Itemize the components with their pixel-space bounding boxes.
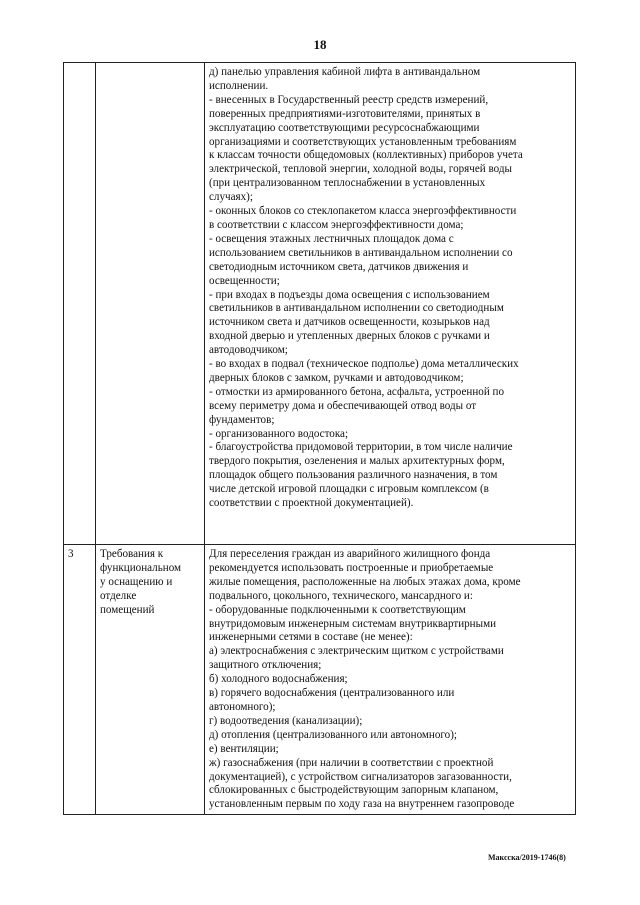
- text-line: е) вентиляции;: [209, 742, 279, 755]
- document-code: Максска/2019-1746(8): [488, 853, 566, 862]
- text-line: автодоводчиком;: [209, 344, 288, 357]
- table-row: [64, 63, 576, 545]
- requirement-text-cell: [205, 63, 576, 545]
- text-line: документацией), с устройством сигнализаторов загазованности,: [209, 770, 512, 783]
- name-line: Требования к: [100, 548, 164, 560]
- text-line: светильников в антивандальном исполнении со светодиодным: [209, 302, 504, 315]
- text-line: - при входах в подъезды дома освещения с использованием: [209, 288, 490, 301]
- text-line: поверенных предприятиями-изготовителями, принятых в: [209, 107, 481, 120]
- text-line: соответствии с проектной документацией).: [209, 497, 414, 510]
- row-number-cell: [64, 63, 96, 545]
- text-line: к классам точности общедомовых (коллективных) приборов учета: [209, 149, 523, 162]
- text-line: всему периметру дома и обеспечивающей отвод воды от: [209, 399, 477, 412]
- text-line: источником света и датчиков освещенности, козырьков над: [209, 316, 490, 329]
- text-line: ж) газоснабжения (при наличии в соответствии с проектной: [209, 756, 494, 769]
- text-line: - внесенных в Государственный реестр средств измерений,: [209, 93, 489, 106]
- text-line: исполнении.: [209, 79, 269, 92]
- text-line: автономного);: [209, 700, 276, 713]
- table-row: [64, 545, 576, 815]
- text-line: подвального, цокольного, технического, мансардного и:: [209, 589, 473, 602]
- requirement-name-cell: [96, 545, 205, 815]
- text-line: б) холодного водоснабжения;: [209, 673, 348, 686]
- text-line: (при централизованном теплоснабжении в установленных: [209, 177, 486, 190]
- text-line: установленным первым по ходу газа на внутреннем газопроводе: [209, 798, 515, 811]
- requirement-text-cell: [205, 545, 576, 815]
- text-line: внутридомовым инженерным системам внутриквартирными: [209, 617, 497, 630]
- text-line: площадок общего пользования различного назначения, в том: [209, 469, 498, 482]
- text-line: д) панелью управления кабиной лифта в антивандальном: [209, 66, 481, 78]
- requirements-table: [63, 62, 576, 815]
- text-line: в соответствии с классом энергоэффективности дома;: [209, 218, 464, 231]
- text-line: защитного отключения;: [209, 659, 322, 672]
- text-line: - отмостки из армированного бетона, асфальта, устроенной по: [209, 385, 505, 398]
- text-line: в) горячего водоснабжения (централизованного или: [209, 687, 455, 700]
- text-line: д) отопления (централизованного или автономного);: [209, 728, 458, 741]
- text-line: рекомендуется использовать построенные и приобретаемые: [209, 561, 494, 574]
- text-line: твердого покрытия, озеленения и малых архитектурных форм,: [209, 455, 505, 468]
- name-line: функциональном: [100, 561, 182, 574]
- text-line: эксплуатацию соответствующими ресурсоснабжающими: [209, 121, 480, 134]
- text-line: - оконных блоков со стеклопакетом класса энергоэффективности: [209, 205, 517, 218]
- page-number: 18: [313, 37, 327, 52]
- text-line: г) водоотведения (канализации);: [209, 714, 363, 727]
- name-line: помещений: [100, 603, 155, 616]
- text-line: числе детской игровой площадки с игровым комплексом (в: [209, 483, 489, 496]
- text-line: входной дверью и утепленных дверных блоков с ручками и: [209, 330, 490, 343]
- name-line: отделке: [100, 589, 137, 602]
- row-number-cell: 3: [64, 545, 96, 815]
- text-line: дверных блоков с замком, ручками и автодоводчиком;: [209, 371, 464, 384]
- text-line: освещенности;: [209, 274, 280, 287]
- text-line: а) электроснабжения с электрическим щитком с устройствами: [209, 645, 504, 658]
- text-line: инженерными сетями в составе (не менее):: [209, 631, 413, 644]
- text-line: организациями и соответствующих установленным требованиям: [209, 135, 517, 148]
- text-line: Для переселения граждан из аварийного жилищного фонда: [209, 548, 491, 560]
- text-line: использованием светильников в антивандальном исполнении со: [209, 246, 513, 259]
- name-line: у оснащению и: [100, 575, 173, 588]
- text-line: - освещения этажных лестничных площадок дома с: [209, 232, 454, 245]
- text-line: случаях);: [209, 191, 253, 204]
- text-line: - благоустройства придомовой территории, в том числе наличие: [209, 441, 513, 454]
- text-line: - оборудованные подключенными к соответствующим: [209, 603, 466, 616]
- text-line: - организованного водостока;: [209, 427, 349, 440]
- requirement-name-cell: [96, 63, 205, 545]
- text-line: электрической, тепловой энергии, холодной воды, горячей воды: [209, 163, 512, 176]
- text-line: сблокированных с быстродействующим запорным клапаном,: [209, 784, 499, 797]
- text-line: - во входах в подвал (техническое подполье) дома металлических: [209, 358, 519, 371]
- text-line: фундаментов;: [209, 413, 275, 426]
- text-line: светодиодным источником света, датчиков движения и: [209, 260, 469, 273]
- text-line: жилые помещения, расположенные на любых этажах дома, кроме: [209, 575, 521, 588]
